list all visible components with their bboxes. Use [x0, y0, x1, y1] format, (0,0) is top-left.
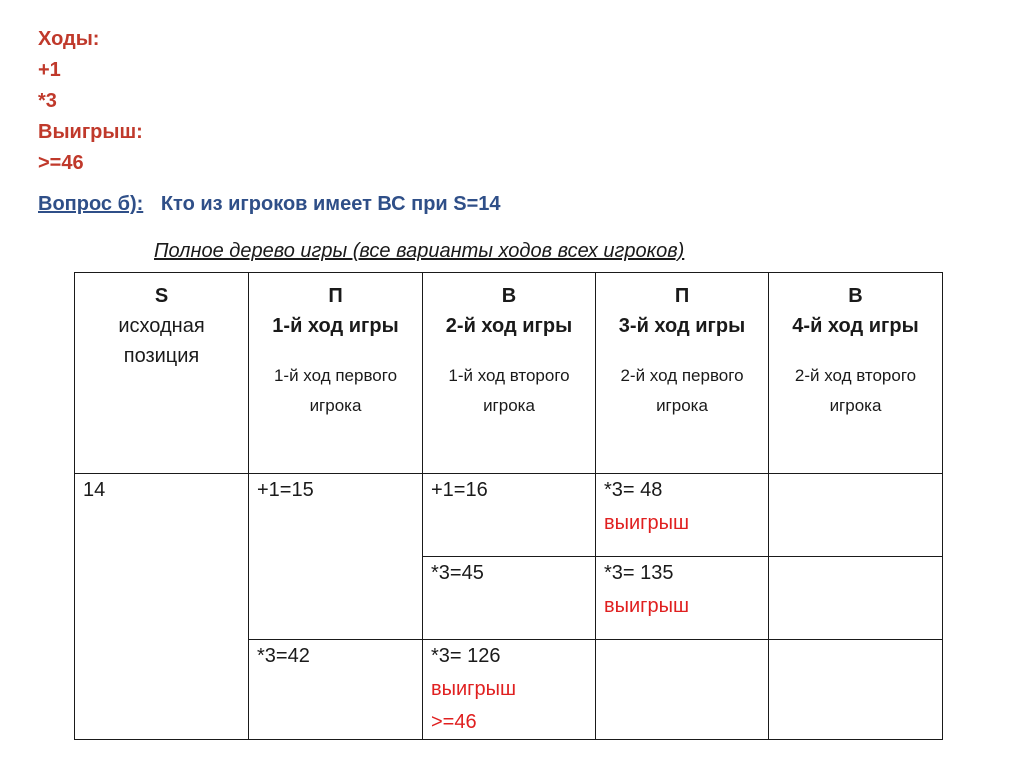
cell-v1-a: +1=16 — [423, 474, 596, 557]
move-plus-one: +1 — [38, 59, 61, 81]
cell-v1-c-value: *3= 126 — [431, 645, 501, 667]
header-move-3-note: 2-й ход первого игрока — [620, 366, 744, 415]
table-row — [75, 474, 943, 557]
moves-label: Ходы: — [38, 28, 100, 50]
cell-v1-c — [423, 640, 596, 740]
cell-p2-a-win: выигрыш — [604, 512, 690, 534]
cell-v2-a — [769, 474, 943, 557]
cell-p2-b-value: *3= 135 — [604, 562, 674, 584]
header-move-2-title: 2-й ход игры — [445, 315, 573, 337]
cell-v2-c — [769, 640, 943, 740]
header-start-sub: исходная позиция — [118, 315, 205, 367]
header-move-1-title: 1-й ход игры — [272, 315, 399, 337]
header-row — [75, 273, 943, 474]
header-move-2-player: В — [501, 285, 517, 307]
header-move-1 — [249, 273, 423, 474]
header-move-3 — [596, 273, 769, 474]
header-move-4 — [769, 273, 943, 474]
header-start-main: S — [154, 285, 169, 307]
header-move-4-title: 4-й ход игры — [792, 315, 919, 337]
cell-p1-a: +1=15 — [249, 474, 423, 640]
header-start — [75, 273, 249, 474]
cell-v2-b — [769, 557, 943, 640]
cell-v1-b: *3=45 — [423, 557, 596, 640]
rules-block — [38, 24, 143, 179]
cell-p1-b: *3=42 — [249, 640, 423, 740]
cell-v1-c-cond: >=46 — [431, 711, 477, 733]
cell-v1-c-win: выигрыш — [431, 678, 517, 700]
cell-p2-b — [596, 557, 769, 640]
game-tree-table — [74, 272, 943, 740]
header-move-1-player: П — [328, 285, 343, 307]
question-text: Кто из игроков имеет ВС при S=14 — [160, 193, 501, 215]
cell-p2-a — [596, 474, 769, 557]
question — [38, 193, 501, 216]
cell-p2-c — [596, 640, 769, 740]
header-move-3-player: П — [674, 285, 690, 307]
header-move-3-title: 3-й ход игры — [618, 315, 746, 337]
cell-p2-a-value: *3= 48 — [604, 479, 663, 501]
header-move-1-note: 1-й ход первого игрока — [273, 366, 398, 415]
win-label: Выигрыш: — [38, 121, 143, 143]
cell-p2-b-win: выигрыш — [604, 595, 690, 617]
table-caption: Полное дерево игры (все варианты ходов всех игроков) — [154, 240, 685, 262]
move-times-three: *3 — [38, 90, 57, 112]
question-label: Вопрос б): — [38, 193, 144, 215]
header-move-4-player: В — [848, 285, 863, 307]
header-move-2 — [423, 273, 596, 474]
header-move-4-note: 2-й ход второго игрока — [794, 366, 917, 415]
win-condition: >=46 — [38, 152, 84, 174]
header-move-2-note: 1-й ход второго игрока — [448, 366, 570, 415]
cell-start: 14 — [75, 474, 249, 740]
